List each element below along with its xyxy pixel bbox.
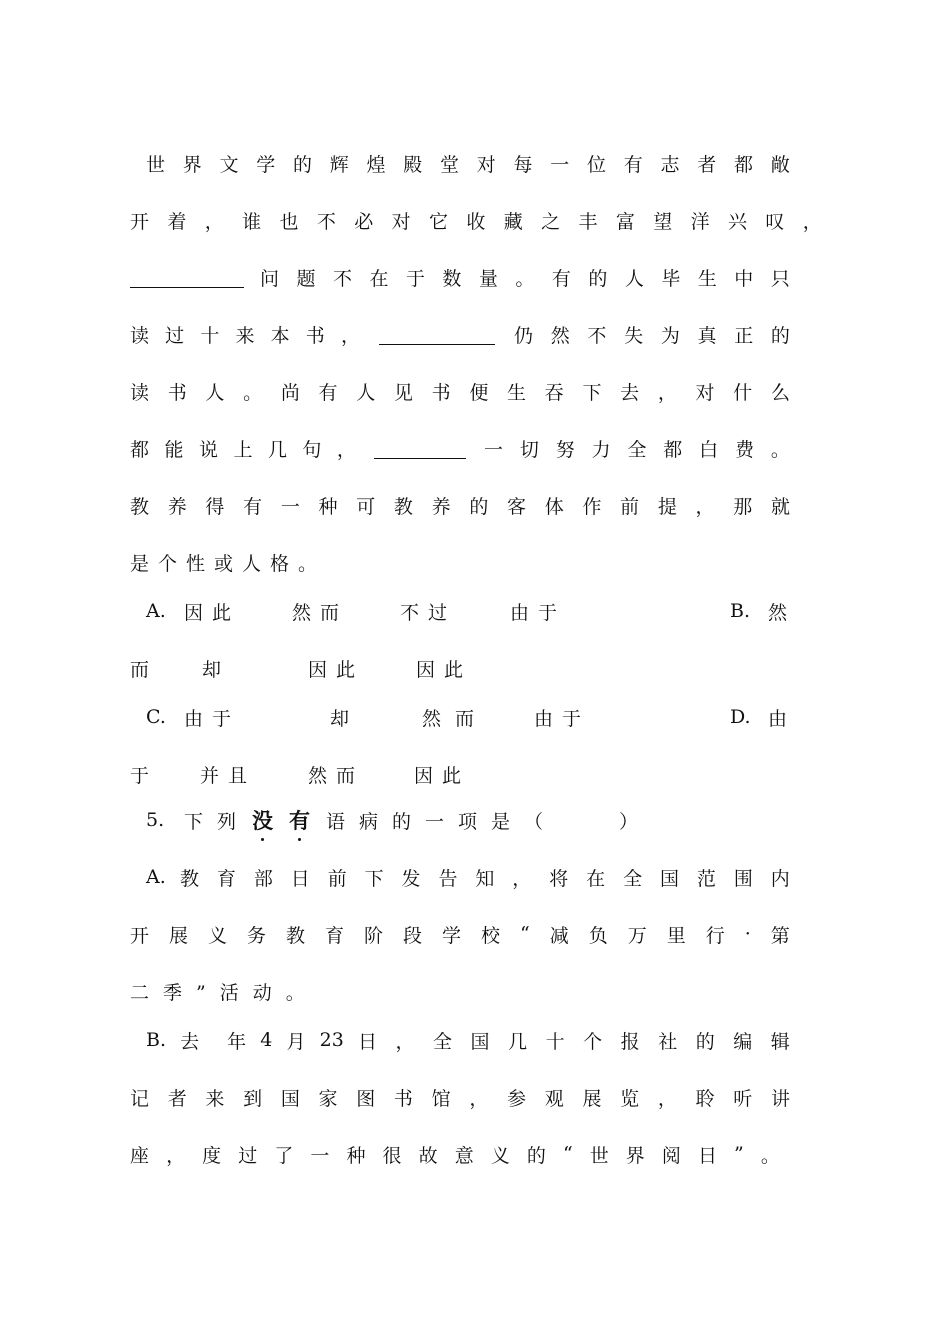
option-b-label: B. [730,600,751,622]
text-char: 的 [526,1144,546,1167]
text-char: 负 [588,924,608,947]
question-5-stem-before: 下列 [184,810,251,833]
text-char: “ [520,923,530,945]
option-b-first-char: 然 [768,601,788,624]
text-char: ， [204,210,224,233]
text-char: 学 [256,153,276,176]
text-char: 发 [401,867,421,890]
text-char: 有 [318,381,338,404]
text-char: 在 [369,267,389,290]
text-char: 日 [290,867,310,890]
text-char: 书 [393,1087,413,1110]
text-char: 客 [507,495,527,518]
passage-line-5 [130,374,790,408]
text-char: 前 [620,495,640,518]
passage-line-2 [130,203,822,237]
text-char: 馆 [431,1087,451,1110]
passage-line-8 [130,545,326,579]
text-char: 全 [433,1030,453,1053]
text-char: 失 [624,324,644,347]
text-char: 切 [519,438,539,461]
text-char: 对 [476,153,496,176]
text-char: 者 [697,153,717,176]
text-char: 的 [469,495,489,518]
text-char: 听 [733,1087,753,1110]
text-char: 家 [318,1087,338,1110]
text-char: 殿 [403,153,423,176]
text-char: 意 [454,1144,474,1167]
option-a-row[interactable] [146,594,566,628]
text-char: 日 [357,1030,377,1053]
passage-line-1 [146,146,790,180]
option-a-item-1: 因此 [184,601,241,624]
text-char: 世 [146,153,166,176]
text-char: 得 [205,495,225,518]
text-char: 社 [658,1030,678,1053]
text-char: 去 [180,1030,200,1053]
text-char: 国 [470,1030,490,1053]
text-char: 展 [582,1087,602,1110]
text-char: 谁 [242,210,262,233]
text-char: 煌 [366,153,386,176]
text-char: 讲 [770,1087,790,1110]
text-char: 育 [325,924,345,947]
text-char: 个 [583,1030,603,1053]
text-char: 有 [551,267,571,290]
text-char: 辉 [329,153,349,176]
text-char: ， [395,1030,415,1053]
question-5-emphasis-1: 没 [252,805,273,835]
q5-option-b-line-1-rest [358,1027,790,1054]
text-char: 人 [205,381,225,404]
question-5-answer-slot[interactable] [543,810,619,830]
text-char: 洋 [690,210,710,233]
option-d-first-char: 由 [768,707,788,730]
text-char: 内 [770,867,790,890]
text-char: 聆 [695,1087,715,1110]
text-char: 年 [227,1030,247,1053]
option-b-cont-2: 却 [202,658,222,681]
text-char: 努 [555,438,575,461]
option-c-item-3: 然而 [422,707,489,730]
text-char: 作 [582,495,602,518]
text-char: 藏 [503,210,523,233]
option-a-item-4: 由于 [510,601,567,624]
text-char: 种 [346,1144,366,1167]
q5-option-a-line-3 [130,974,319,1008]
text-char: 位 [587,153,607,176]
text-char: 的 [770,324,790,347]
text-char: 范 [696,867,716,890]
text-char: 览 [620,1087,640,1110]
text-char: ， [802,210,822,233]
text-char: 只 [770,267,790,290]
text-char: 就 [770,495,790,518]
text-char: 教 [286,924,306,947]
text-char: 力 [591,438,611,461]
question-5-stem-after: 语病的一项是 [326,810,525,833]
option-a-item-2: 然而 [292,601,349,624]
text-char: ， [340,324,360,347]
text-char: 第 [770,924,790,947]
option-b-cont-4: 因此 [416,658,473,681]
text-char: 正 [734,324,754,347]
text-char: 者 [167,1087,187,1110]
text-char: 阅 [661,1144,681,1167]
passage-line-6-before [130,435,356,462]
text-char: 不 [316,210,336,233]
text-char: 座 [130,1144,150,1167]
text-char: 段 [403,924,423,947]
text-char: 。 [770,438,790,461]
text-char: 展 [169,924,189,947]
text-char: ， [166,1144,186,1167]
text-char: 可 [356,495,376,518]
passage-line-6 [130,431,790,465]
passage-line-4-before [130,321,360,348]
option-b-continued[interactable] [130,651,472,685]
text-char: 都 [663,438,683,461]
option-c-label: C. [146,706,166,728]
text-char: ， [512,867,532,890]
passage-line-7 [130,488,790,522]
text-char: 书 [305,324,325,347]
option-d-cont-3: 然而 [308,764,365,787]
option-d-cont-4: 因此 [414,764,471,787]
text-char: 种 [318,495,338,518]
text-char: 里 [666,924,686,947]
text-char: ， [695,495,715,518]
q5-option-b-label: B. [146,1029,167,1051]
text-char: 一 [310,1144,330,1167]
text-char: 。 [243,381,263,404]
text-char: 界 [625,1144,645,1167]
text-char: 行 [705,924,725,947]
text-char: 兴 [728,210,748,233]
text-char: 部 [253,867,273,890]
text-char: 国 [280,1087,300,1110]
text-char: 编 [733,1030,753,1053]
text-char: 到 [243,1087,263,1110]
text-char: 教 [130,495,150,518]
text-char: 过 [238,1144,258,1167]
option-c-row[interactable] [146,700,590,734]
text-char: 下 [582,381,602,404]
option-b-start[interactable] [730,594,787,628]
text-char: 围 [733,867,753,890]
text-char: 图 [356,1087,376,1110]
text-char: 。 [515,267,535,290]
text-char: 问 [260,267,280,290]
option-c-item-2: 却 [330,707,350,730]
text-char: 养 [431,495,451,518]
text-char: 生 [507,381,527,404]
text-char: 教 [393,495,413,518]
q5-option-a-line-2 [130,917,790,951]
answer-blank-1[interactable] [130,267,244,288]
text-char: 不 [587,324,607,347]
text-char: 着 [167,210,187,233]
text-char: 能 [164,438,184,461]
text-char: 吞 [544,381,564,404]
text-char: 堂 [440,153,460,176]
text-char: 务 [247,924,267,947]
text-char: 便 [469,381,489,404]
text-char: 读 [130,324,150,347]
q5-option-a-line-1-text [180,864,790,891]
text-char: 数 [442,267,462,290]
q5-option-b-day-num: 23 [319,1029,344,1051]
option-d-start[interactable] [730,700,787,734]
text-char: 必 [354,210,374,233]
text-char: 国 [659,867,679,890]
text-char: 提 [657,495,677,518]
text-char: 一 [484,438,504,461]
text-char: 白 [699,438,719,461]
q5-option-b-month-num: 4 [260,1029,273,1051]
option-b-cont-1: 而 [130,658,150,681]
text-char: 去 [620,381,640,404]
option-d-cont-1: 于 [130,764,150,787]
text-char: 叹 [765,210,785,233]
text-char: 对 [391,210,411,233]
text-char: 有 [243,495,263,518]
option-c-item-4: 由于 [534,707,591,730]
text-char: 很 [382,1144,402,1167]
text-char: 全 [627,438,647,461]
text-char: 上 [233,438,253,461]
text-char: ， [336,438,356,461]
text-char: 真 [697,324,717,347]
passage-line-8-text: 是个性或人格。 [130,552,327,575]
text-char: 全 [623,867,643,890]
text-char: 告 [438,867,458,890]
text-char: 了 [274,1144,294,1167]
text-char: 界 [182,153,202,176]
option-d-continued[interactable] [130,757,470,791]
passage-line-3 [130,260,790,294]
text-char: 每 [513,153,533,176]
option-a-label: A. [146,600,166,622]
option-d-cont-2: 并且 [200,764,257,787]
text-char: 在 [586,867,606,890]
text-char: 过 [165,324,185,347]
text-char: 书 [431,381,451,404]
question-5-emphasis-2: 有 [289,805,310,835]
text-char: 题 [296,267,316,290]
question-5-stem [146,803,638,837]
text-char: 么 [770,381,790,404]
text-char: 书 [167,381,187,404]
text-char: 量 [478,267,498,290]
text-char: 几 [508,1030,528,1053]
q5-option-b-line-2 [130,1080,790,1114]
question-5-paren-open: （ [524,810,544,833]
text-char: 都 [130,438,150,461]
text-char: 不 [332,267,352,290]
text-char: 什 [733,381,753,404]
q5-option-a-line-1[interactable] [146,860,790,894]
text-char: 句 [302,438,322,461]
text-char: 也 [279,210,299,233]
text-char: 人 [624,267,644,290]
text-char: 养 [167,495,187,518]
option-c-item-1: 由于 [184,707,241,730]
text-char: 富 [615,210,635,233]
text-char: 见 [393,381,413,404]
question-5-paren-close: ） [619,810,639,833]
answer-blank-2[interactable] [379,324,495,345]
question-5-number: 5. [146,809,165,831]
text-char: 说 [198,438,218,461]
text-char: “ [562,1143,573,1165]
text-char: 前 [327,867,347,890]
text-char: 都 [734,153,754,176]
text-char: 。 [760,1144,780,1167]
text-char: 教 [180,867,200,890]
passage-line-3-text [260,264,790,291]
q5-option-b-line-1[interactable] [146,1023,790,1057]
text-char: 几 [267,438,287,461]
text-char: 收 [466,210,486,233]
passage-line-4-after [514,321,790,348]
text-char: 日 [697,1144,717,1167]
text-char: 辑 [770,1030,790,1053]
text-char: 为 [660,324,680,347]
text-char: 仍 [514,324,534,347]
text-char: 有 [623,153,643,176]
option-d-label: D. [730,706,751,728]
text-char: 体 [544,495,564,518]
text-char: 校 [481,924,501,947]
text-char: 减 [549,924,569,947]
text-char: 毕 [661,267,681,290]
text-char: 十 [200,324,220,347]
text-char: 一 [550,153,570,176]
text-char: 望 [653,210,673,233]
text-char: 学 [442,924,462,947]
text-char: 世 [589,1144,609,1167]
option-a-item-3: 不过 [400,601,457,624]
text-char: 读 [130,381,150,404]
text-char: 开 [130,210,150,233]
text-char: 对 [695,381,715,404]
text-char: 文 [219,153,239,176]
text-char: 来 [205,1087,225,1110]
text-char: 来 [235,324,255,347]
text-char: 志 [660,153,680,176]
text-char: 义 [490,1144,510,1167]
text-char: 本 [270,324,290,347]
text-char: 育 [216,867,236,890]
text-char: 的 [293,153,313,176]
text-char: 的 [695,1030,715,1053]
text-char: 尚 [280,381,300,404]
text-char: 敞 [770,153,790,176]
text-char: 万 [627,924,647,947]
text-char: 费 [735,438,755,461]
text-char: 之 [541,210,561,233]
q5-option-b-year [180,1027,246,1054]
q5-option-a-line-3-text: 二季”活动。 [130,981,319,1004]
passage-line-6-after [484,435,790,462]
text-char: 观 [544,1087,564,1110]
text-char: 故 [418,1144,438,1167]
text-char: · [744,923,751,945]
passage-line-4 [130,317,790,351]
text-char: ， [469,1087,489,1110]
text-char: 然 [550,324,570,347]
text-char: 记 [130,1087,150,1110]
text-char: 开 [130,924,150,947]
text-char: 于 [405,267,425,290]
text-char: 度 [202,1144,222,1167]
text-char: ” [734,1143,744,1165]
text-char: 报 [620,1030,640,1053]
text-char: 一 [280,495,300,518]
answer-blank-3[interactable] [374,438,466,459]
option-b-cont-3: 因此 [308,658,365,681]
text-char: 十 [545,1030,565,1053]
text-char: 下 [364,867,384,890]
text-char: 将 [549,867,569,890]
q5-option-b-month: 月 [286,1030,306,1053]
text-char: 丰 [578,210,598,233]
text-char: 阶 [364,924,384,947]
text-char: 那 [733,495,753,518]
text-char: 参 [507,1087,527,1110]
text-char: 人 [356,381,376,404]
text-char: 义 [208,924,228,947]
text-char: ， [657,381,677,404]
text-char: 的 [588,267,608,290]
text-char: 它 [429,210,449,233]
text-char: 中 [734,267,754,290]
q5-option-a-label: A. [146,866,166,888]
text-char: 生 [697,267,717,290]
text-char: 知 [475,867,495,890]
q5-option-b-line-3 [130,1137,780,1171]
text-char: ， [657,1087,677,1110]
